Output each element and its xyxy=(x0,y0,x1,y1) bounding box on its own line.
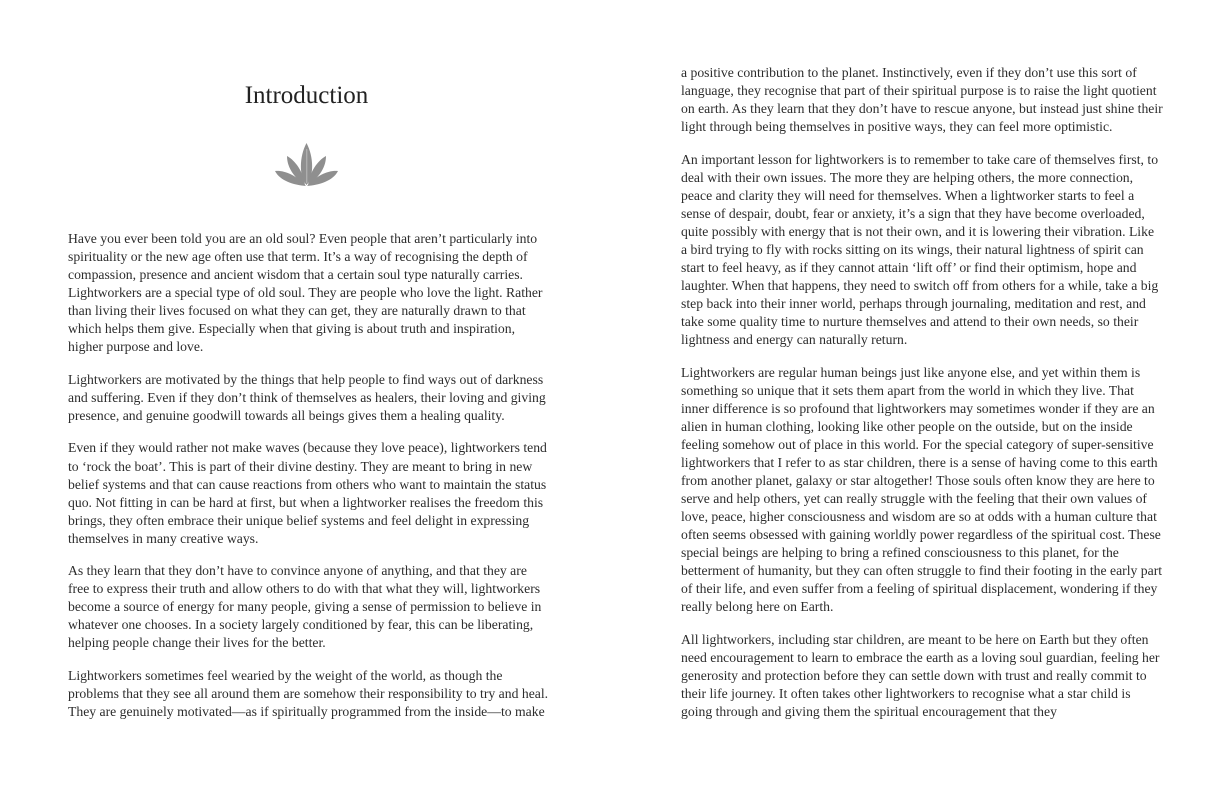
right-page xyxy=(613,0,1226,800)
paragraph: Lightworkers are motivated by the things that help people to find ways out of darkness and suffering. Even if they don’t think of themselves as healers, their loving and giving presence, and genuine goodwill towards all beings gives them a healing quality. xyxy=(68,371,546,423)
paragraph: Lightworkers are regular human beings just like anyone else, and yet within them is something so unique that it sets them apart from the world in which they live. That inner difference is so profound that lightworkers may sometimes wonder if they are an alien in human clothing, looking like other people on the outside, but on the inside feeling somehow out of place in this world. For the special category of super-sensitive lightworkers that I refer to as star children, there is a sense of having come to this earth from another planet, galaxy or star altogether! Those souls often know they are here to serve and help others, yet can really struggle with the feeling that their own values of love, peace, higher consciousness and wisdom are so at odds with a human culture that often seems obsessed with gaining worldly power regardless of the spiritual cost. These special beings are helping to bring a refined consciousness to this planet, for the betterment of humanity, but they can often struggle to find their footing in the early part of their life, and even suffer from a feeling of spiritual displacement, wondering if they really belong here on Earth. xyxy=(681,364,1163,615)
paragraph: Even if they would rather not make waves (because they love peace), lightworkers tend to ‘rock the boat’. This is part of their divine destiny. They are meant to bring in new belief systems and that can cause reactions from others who want to maintain the status quo. Not fitting in can be hard at first, but when a lightworker realises the freedom this brings, they often embrace their unique belief systems and feel delight in expressing themselves in many creative ways. xyxy=(68,440,547,546)
chapter-title: Introduction xyxy=(244,82,369,109)
paragraph: An important lesson for lightworkers is to remember to take care of themselves first, to deal with their own issues. The more they are helping others, the more connection, peace and clarity they will need for themselves. When a lightworker starts to feel a sense of despair, doubt, fear or anxiety, it’s a sign that they have become overloaded, quite possibly with energy that is not their own, and it is lowering their vibration. Like a bird trying to fly with rocks sitting on its wings, their natural lightness of spirit can start to feel heavy, as if they cannot attain ‘lift off’ or find their optimism, hope and laughter. When that happens, they need to switch off from others for a while, take a big step back into their inner world, perhaps through journaling, meditation and rest, and take some quality time to nurture themselves and attend to their own needs, so their lightness and energy can naturally return. xyxy=(681,151,1159,348)
left-page-body xyxy=(68,230,550,736)
paragraph: As they learn that they don’t have to convince anyone of anything, and that they are free to express their truth and allow others to do with that what they will, lightworkers become a source of energy for many people, giving a sense of permission to believe in whatever one chooses. In a society largely conditioned by fear, this can be liberating, helping people change their lives for the better. xyxy=(68,563,542,651)
paragraph: Lightworkers sometimes feel wearied by the weight of the world, as though the problems that they see all around them are somehow their responsibility to try and heal. They are genuinely motivated—as if spiritually programmed from the inside—to make xyxy=(68,667,549,720)
paragraph: a positive contribution to the planet. Instinctively, even if they don’t use this sort of language, they recognise that part of their spiritual purpose is to raise the light quotient on earth. As they learn that they don’t have to rescue anyone, but instead just shine their light through being themselves in positive ways, they can feel more optimistic. xyxy=(681,65,1163,135)
paragraph: Have you ever been told you are an old soul? Even people that aren’t particularly into spirituality or the new age often use that term. It’s a way of recognising the depth of compassion, presence and ancient wisdom that a certain soul type naturally carries. Lightworkers are a special type of old soul. They are people who love the light. Rather than living their lives focused on what they can get, they are naturally drawn to that which helps them give. Especially when that giving is about truth and inspiration, higher purpose and love. xyxy=(68,231,543,355)
lotus-icon xyxy=(274,139,339,188)
right-page-body xyxy=(681,64,1163,736)
paragraph: All lightworkers, including star children, are meant to be here on Earth but they often need encouragement to learn to embrace the earth as a loving soul guardian, feeling her generosity and protection before they can settle down with trust and really commit to their life journey. It often takes other lightworkers to recognise what a star child is going through and giving them the spiritual encouragement that they xyxy=(681,631,1160,720)
